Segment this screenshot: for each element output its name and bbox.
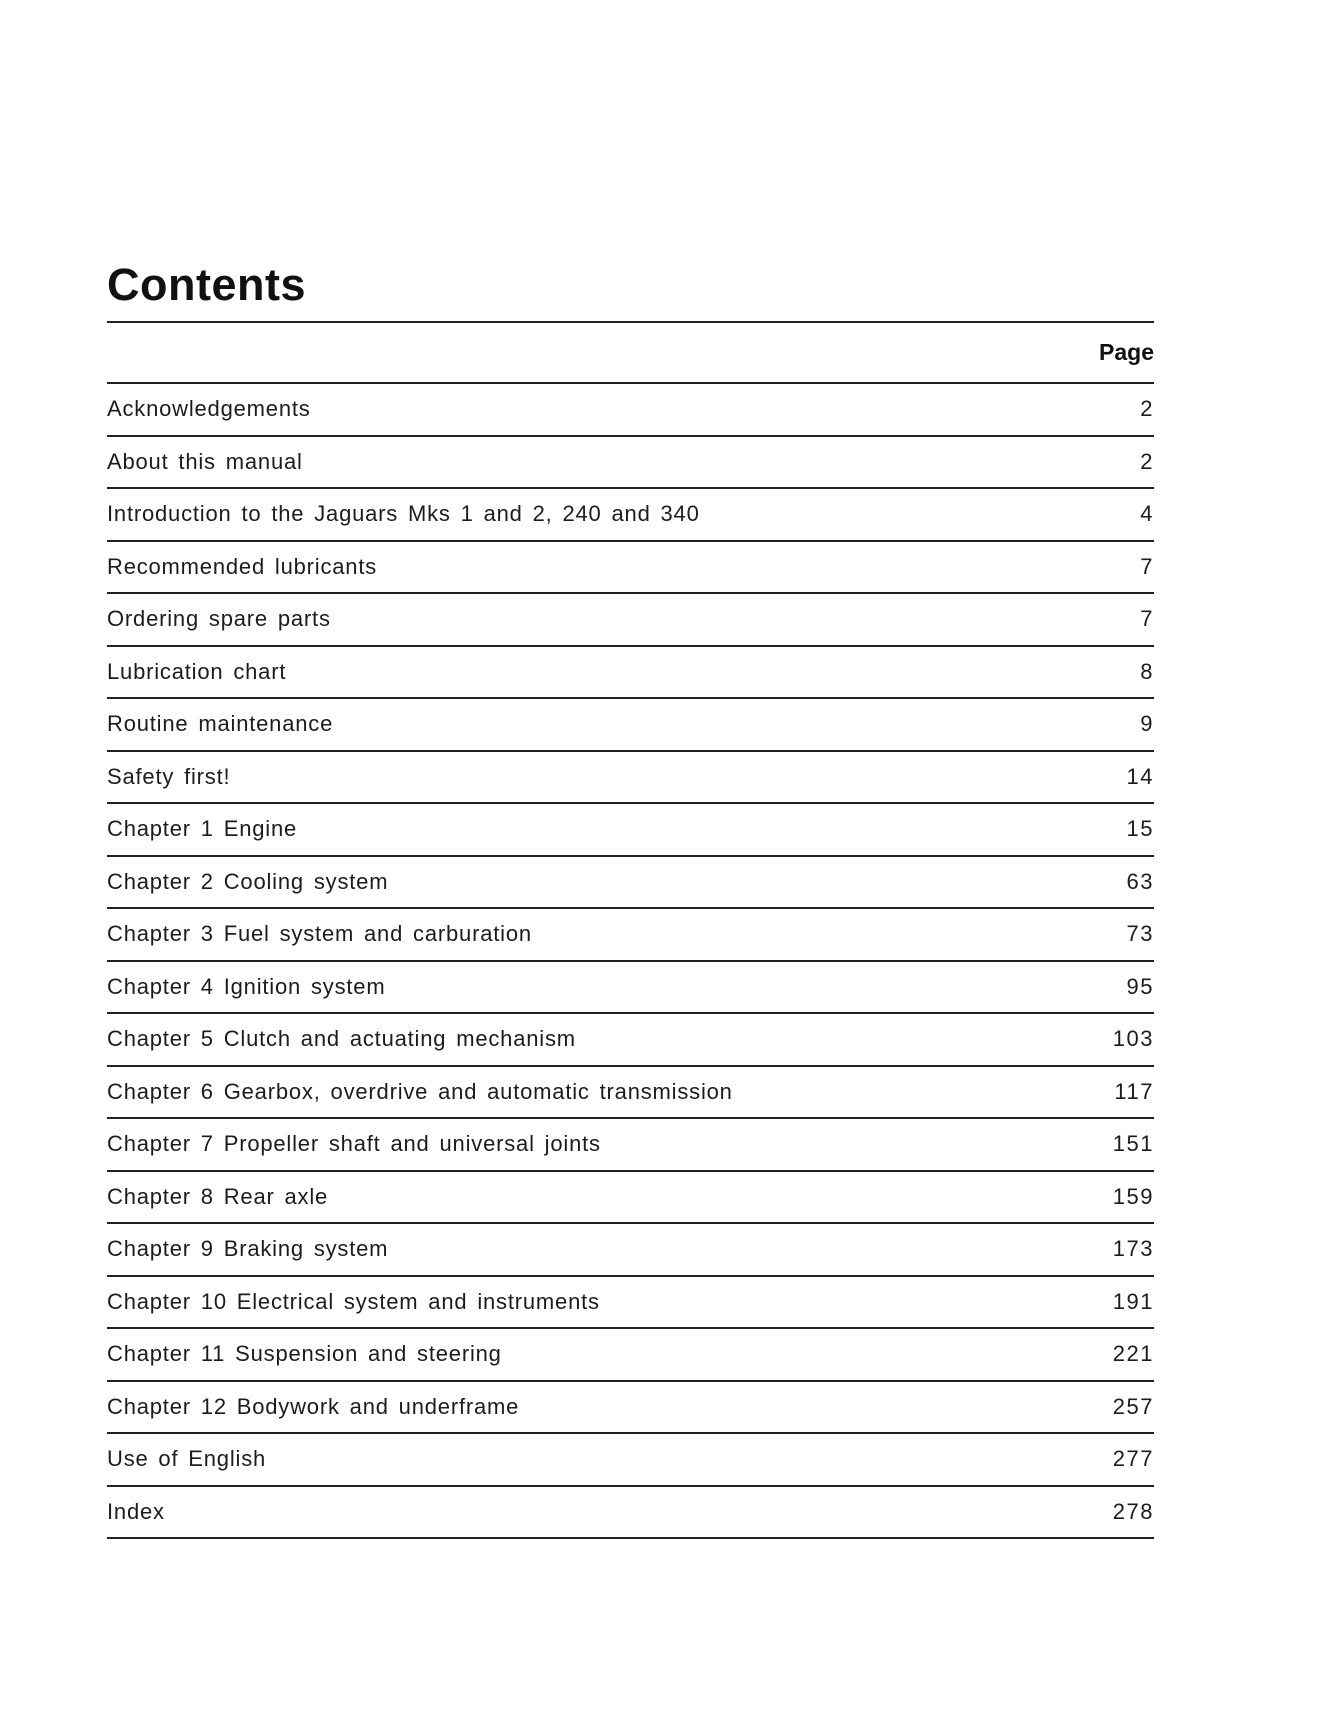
toc-row — [107, 1067, 1154, 1120]
contents-page — [107, 252, 1154, 1539]
toc-row — [107, 1172, 1154, 1225]
toc-row — [107, 647, 1154, 700]
toc-entry-label: Chapter 4 Ignition system — [107, 973, 386, 999]
toc-entry-label: Chapter 5 Clutch and actuating mechanism — [107, 1026, 576, 1051]
toc-entry-label: Chapter 8 Rear axle — [107, 1183, 329, 1209]
toc-row — [107, 542, 1154, 595]
toc-entry-label: Chapter 7 Propeller shaft and universal joints — [107, 1131, 601, 1156]
toc-row — [107, 962, 1154, 1015]
toc-entry-label: Chapter 2 Cooling system — [107, 868, 389, 894]
toc-entry-label: Use of English — [107, 1446, 267, 1471]
toc-entry-page: 14 — [1126, 763, 1154, 789]
toc-entry-label: About this manual — [107, 448, 303, 474]
toc-entry-page: 63 — [1126, 868, 1154, 894]
page-title: Contents — [107, 259, 306, 310]
toc-row — [107, 1434, 1154, 1487]
toc-row — [107, 752, 1154, 805]
toc-entry-page: 277 — [1112, 1446, 1154, 1471]
toc-entry-page: 151 — [1112, 1131, 1154, 1156]
toc-entry-page: 191 — [1112, 1288, 1154, 1314]
toc-entry-label: Safety first! — [107, 763, 231, 789]
toc-entry-label: Chapter 11 Suspension and steering — [107, 1341, 502, 1366]
toc-row — [107, 909, 1154, 962]
toc-entry-page: 4 — [1140, 501, 1154, 526]
toc-entry-label: Recommended lubricants — [107, 553, 378, 579]
toc-entry-page: 278 — [1112, 1498, 1154, 1524]
toc-entry-page: 7 — [1140, 553, 1154, 579]
toc-entry-page: 221 — [1112, 1341, 1154, 1366]
toc-header-row — [107, 323, 1154, 384]
toc-entry-page: 257 — [1112, 1393, 1154, 1419]
toc-entry-page: 173 — [1112, 1236, 1154, 1261]
toc-entry-page: 159 — [1112, 1183, 1154, 1209]
toc-entry-label: Acknowledgements — [107, 396, 311, 421]
toc-entry-label: Chapter 9 Braking system — [107, 1236, 389, 1261]
toc-row — [107, 857, 1154, 910]
toc-row — [107, 594, 1154, 647]
toc-entry-page: 2 — [1140, 448, 1154, 474]
toc-entry-label: Chapter 6 Gearbox, overdrive and automatic transmission — [107, 1078, 733, 1104]
toc-entry-label: Index — [107, 1498, 165, 1524]
toc-row — [107, 804, 1154, 857]
toc-entry-page: 103 — [1112, 1026, 1154, 1051]
toc-row — [107, 1329, 1154, 1382]
toc-entry-page: 73 — [1126, 921, 1154, 946]
toc-row — [107, 437, 1154, 490]
toc-entry-label: Chapter 10 Electrical system and instruments — [107, 1288, 600, 1314]
toc-row — [107, 1487, 1154, 1540]
toc-entry-page: 117 — [1114, 1078, 1154, 1104]
toc-entry-label: Lubrication chart — [107, 658, 287, 684]
toc-row — [107, 1014, 1154, 1067]
toc-entry-page: 9 — [1140, 711, 1154, 736]
toc-entry-page: 15 — [1126, 816, 1154, 841]
toc-entry-label: Ordering spare parts — [107, 606, 331, 631]
toc-row — [107, 1119, 1154, 1172]
toc-entry-label: Introduction to the Jaguars Mks 1 and 2, 240 and 340 — [107, 501, 700, 526]
toc-entry-label: Chapter 12 Bodywork and underframe — [107, 1393, 520, 1419]
toc-list — [107, 384, 1154, 1539]
toc-row — [107, 489, 1154, 542]
toc-row — [107, 699, 1154, 752]
toc-entry-label: Chapter 3 Fuel system and carburation — [107, 921, 532, 946]
toc-entry-label: Chapter 1 Engine — [107, 816, 298, 841]
toc-row — [107, 1277, 1154, 1330]
toc-row — [107, 384, 1154, 437]
toc-entry-page: 95 — [1126, 973, 1154, 999]
toc-entry-page: 7 — [1140, 606, 1154, 631]
toc-entry-page: 8 — [1140, 658, 1154, 684]
toc-row — [107, 1224, 1154, 1277]
toc-row — [107, 1382, 1154, 1435]
toc-entry-label: Routine maintenance — [107, 711, 334, 736]
toc-entry-page: 2 — [1140, 396, 1154, 421]
page-column-header: Page — [1099, 339, 1154, 365]
